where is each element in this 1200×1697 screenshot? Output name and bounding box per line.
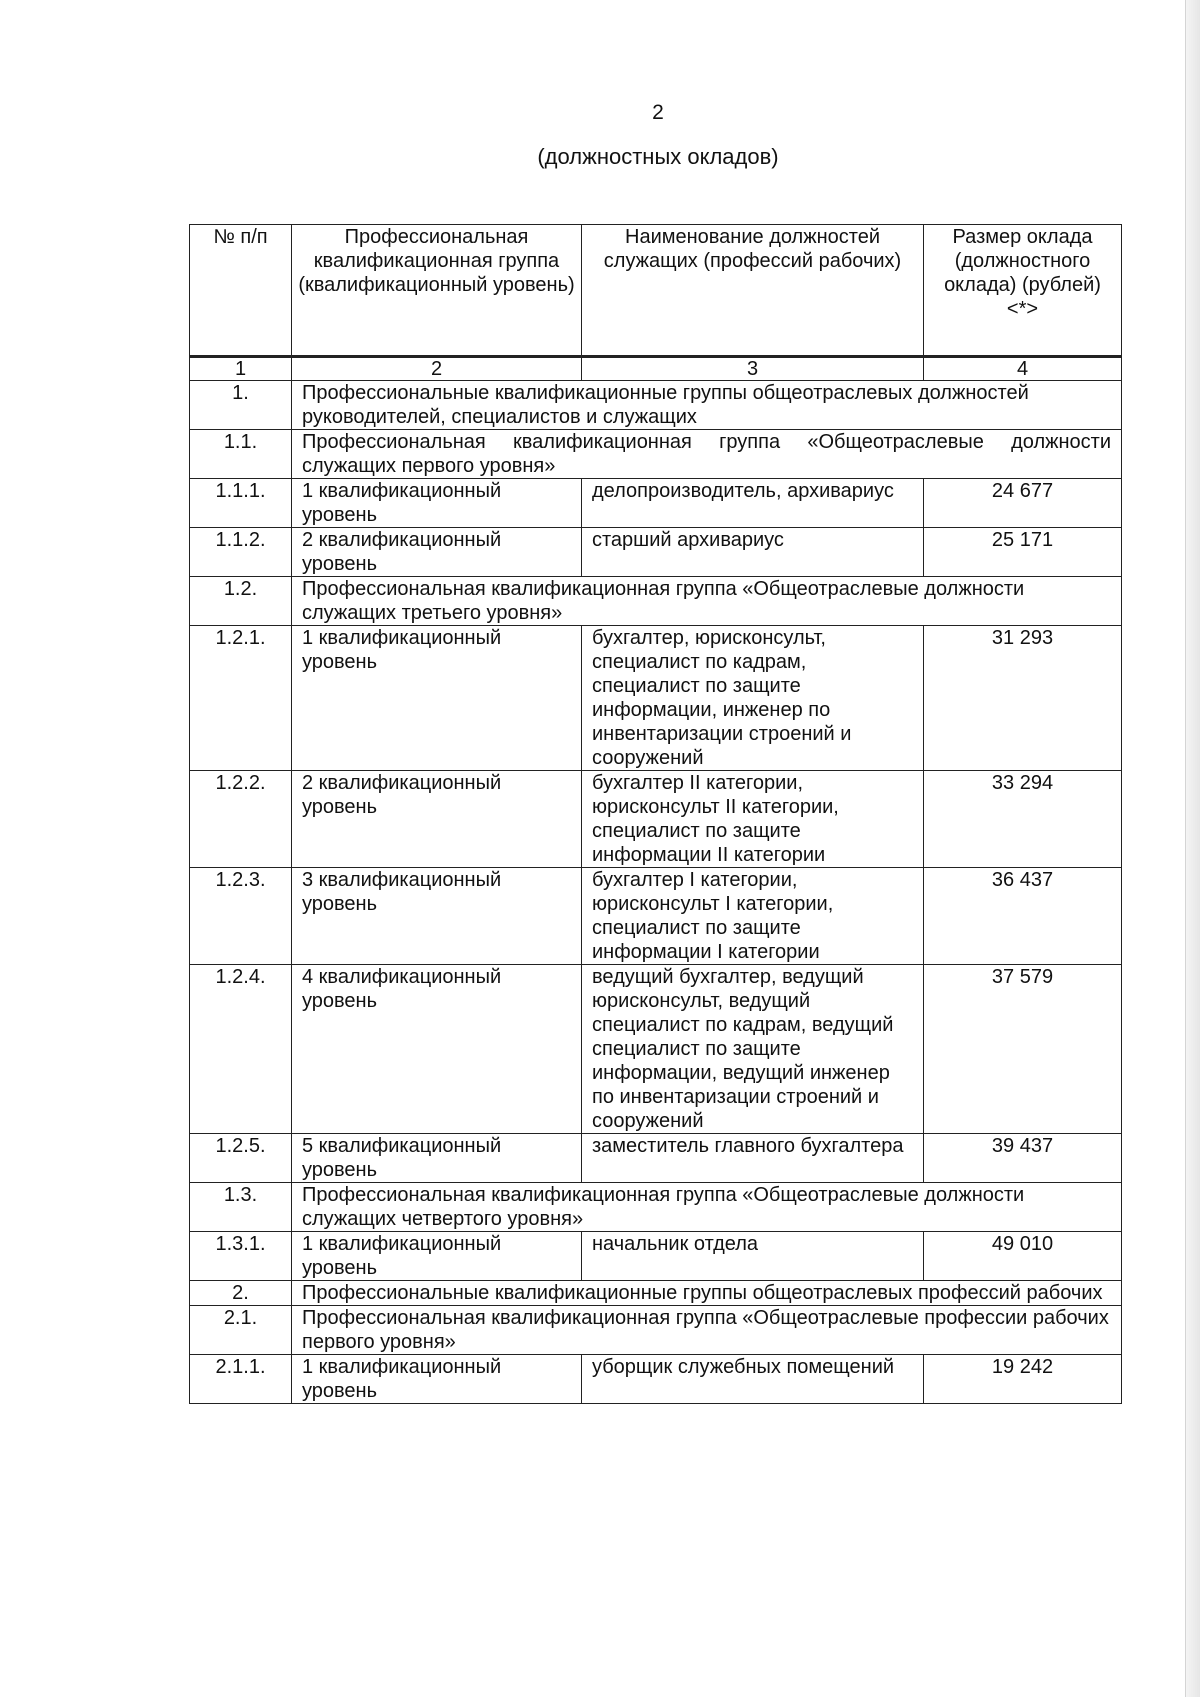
page-edge-shadow xyxy=(1185,0,1200,1697)
row-number: 1.2.2. xyxy=(190,771,292,868)
group-title: Профессиональная квалификационная группа «Общеотраслевые должности служащих третьего уровня» xyxy=(292,577,1122,626)
group-title: Профессиональная квалификационная группа «Общеотраслевые должности служащих четвертого уровня» xyxy=(292,1183,1122,1232)
group-row xyxy=(190,1281,1122,1306)
qualification-level: 1 квалификационный уровень xyxy=(292,1232,582,1281)
positions: заместитель главного бухгалтера xyxy=(582,1134,924,1183)
header-group: Профессиональная квалификационная группа (квалификационный уровень) xyxy=(292,225,582,357)
qualification-level: 2 квалификационный уровень xyxy=(292,528,582,577)
salary-value: 24 677 xyxy=(924,479,1122,528)
qualification-level: 4 квалификационный уровень xyxy=(292,965,582,1134)
group-title: Профессиональная квалификационная группа «Общеотраслевые должности служащих первого уровня» xyxy=(292,430,1122,479)
positions: бухгалтер II категории, юрисконсульт II категории, специалист по защите информации II категории xyxy=(582,771,924,868)
row-number: 1.1.1. xyxy=(190,479,292,528)
group-title: Профессиональные квалификационные группы общеотраслевых профессий рабочих xyxy=(292,1281,1122,1306)
table-row xyxy=(190,1355,1122,1404)
row-number: 1.1. xyxy=(190,430,292,479)
qualification-level: 3 квалификационный уровень xyxy=(292,868,582,965)
salary-value: 39 437 xyxy=(924,1134,1122,1183)
qualification-level: 2 квалификационный уровень xyxy=(292,771,582,868)
table-row xyxy=(190,771,1122,868)
row-number: 1.2.5. xyxy=(190,1134,292,1183)
table-row xyxy=(190,868,1122,965)
salary-value: 36 437 xyxy=(924,868,1122,965)
column-number-row xyxy=(190,357,1122,381)
row-number: 1.1.2. xyxy=(190,528,292,577)
row-number: 1.3. xyxy=(190,1183,292,1232)
salary-value: 33 294 xyxy=(924,771,1122,868)
page-number: 2 xyxy=(652,101,664,124)
positions: делопроизводитель, архивариус xyxy=(582,479,924,528)
table-row xyxy=(190,626,1122,771)
column-number: 4 xyxy=(924,357,1122,381)
qualification-level: 1 квалификационный уровень xyxy=(292,626,582,771)
header-positions: Наименование должностей служащих (профессий рабочих) xyxy=(582,225,924,357)
table-row xyxy=(190,965,1122,1134)
positions: бухгалтер I категории, юрисконсульт I категории, специалист по защите информации I категории xyxy=(582,868,924,965)
salary-value: 19 242 xyxy=(924,1355,1122,1404)
page-heading: (должностных окладов) xyxy=(537,144,779,169)
group-row xyxy=(190,577,1122,626)
group-title: Профессиональная квалификационная группа «Общеотраслевые профессии рабочих первого уровня» xyxy=(292,1306,1122,1355)
qualification-level: 5 квалификационный уровень xyxy=(292,1134,582,1183)
table-row xyxy=(190,1232,1122,1281)
positions: старший архивариус xyxy=(582,528,924,577)
group-title: Профессиональные квалификационные группы общеотраслевых должностей руководителей, специалистов и служащих xyxy=(292,381,1122,430)
group-row xyxy=(190,1306,1122,1355)
salary-value: 49 010 xyxy=(924,1232,1122,1281)
row-number: 1.2.1. xyxy=(190,626,292,771)
positions: уборщик служебных помещений xyxy=(582,1355,924,1404)
row-number: 1.3.1. xyxy=(190,1232,292,1281)
header-salary: Размер оклада (должностного оклада) (рублей) <*> xyxy=(924,225,1122,357)
row-number: 2.1.1. xyxy=(190,1355,292,1404)
qualification-level: 1 квалификационный уровень xyxy=(292,1355,582,1404)
header-number: № п/п xyxy=(190,225,292,357)
row-number: 1.2. xyxy=(190,577,292,626)
column-number: 3 xyxy=(582,357,924,381)
table-row xyxy=(190,479,1122,528)
group-row xyxy=(190,1183,1122,1232)
table-row xyxy=(190,1134,1122,1183)
table-row xyxy=(190,528,1122,577)
positions: ведущий бухгалтер, ведущий юрисконсульт, ведущий специалист по кадрам, ведущий специалист по защите информации, ведущий инженер по инвентаризации строений и сооружений xyxy=(582,965,924,1134)
positions: начальник отдела xyxy=(582,1232,924,1281)
row-number: 1.2.3. xyxy=(190,868,292,965)
positions: бухгалтер, юрисконсульт, специалист по кадрам, специалист по защите информации, инженер по инвентаризации строений и сооружений xyxy=(582,626,924,771)
salary-value: 37 579 xyxy=(924,965,1122,1134)
table-header-row xyxy=(190,225,1122,357)
salary-value: 31 293 xyxy=(924,626,1122,771)
group-row xyxy=(190,430,1122,479)
row-number: 2.1. xyxy=(190,1306,292,1355)
row-number: 1.2.4. xyxy=(190,965,292,1134)
qualification-level: 1 квалификационный уровень xyxy=(292,479,582,528)
row-number: 1. xyxy=(190,381,292,430)
row-number: 2. xyxy=(190,1281,292,1306)
column-number: 2 xyxy=(292,357,582,381)
group-row xyxy=(190,381,1122,430)
column-number: 1 xyxy=(190,357,292,381)
salary-value: 25 171 xyxy=(924,528,1122,577)
salary-table xyxy=(189,224,1122,1404)
